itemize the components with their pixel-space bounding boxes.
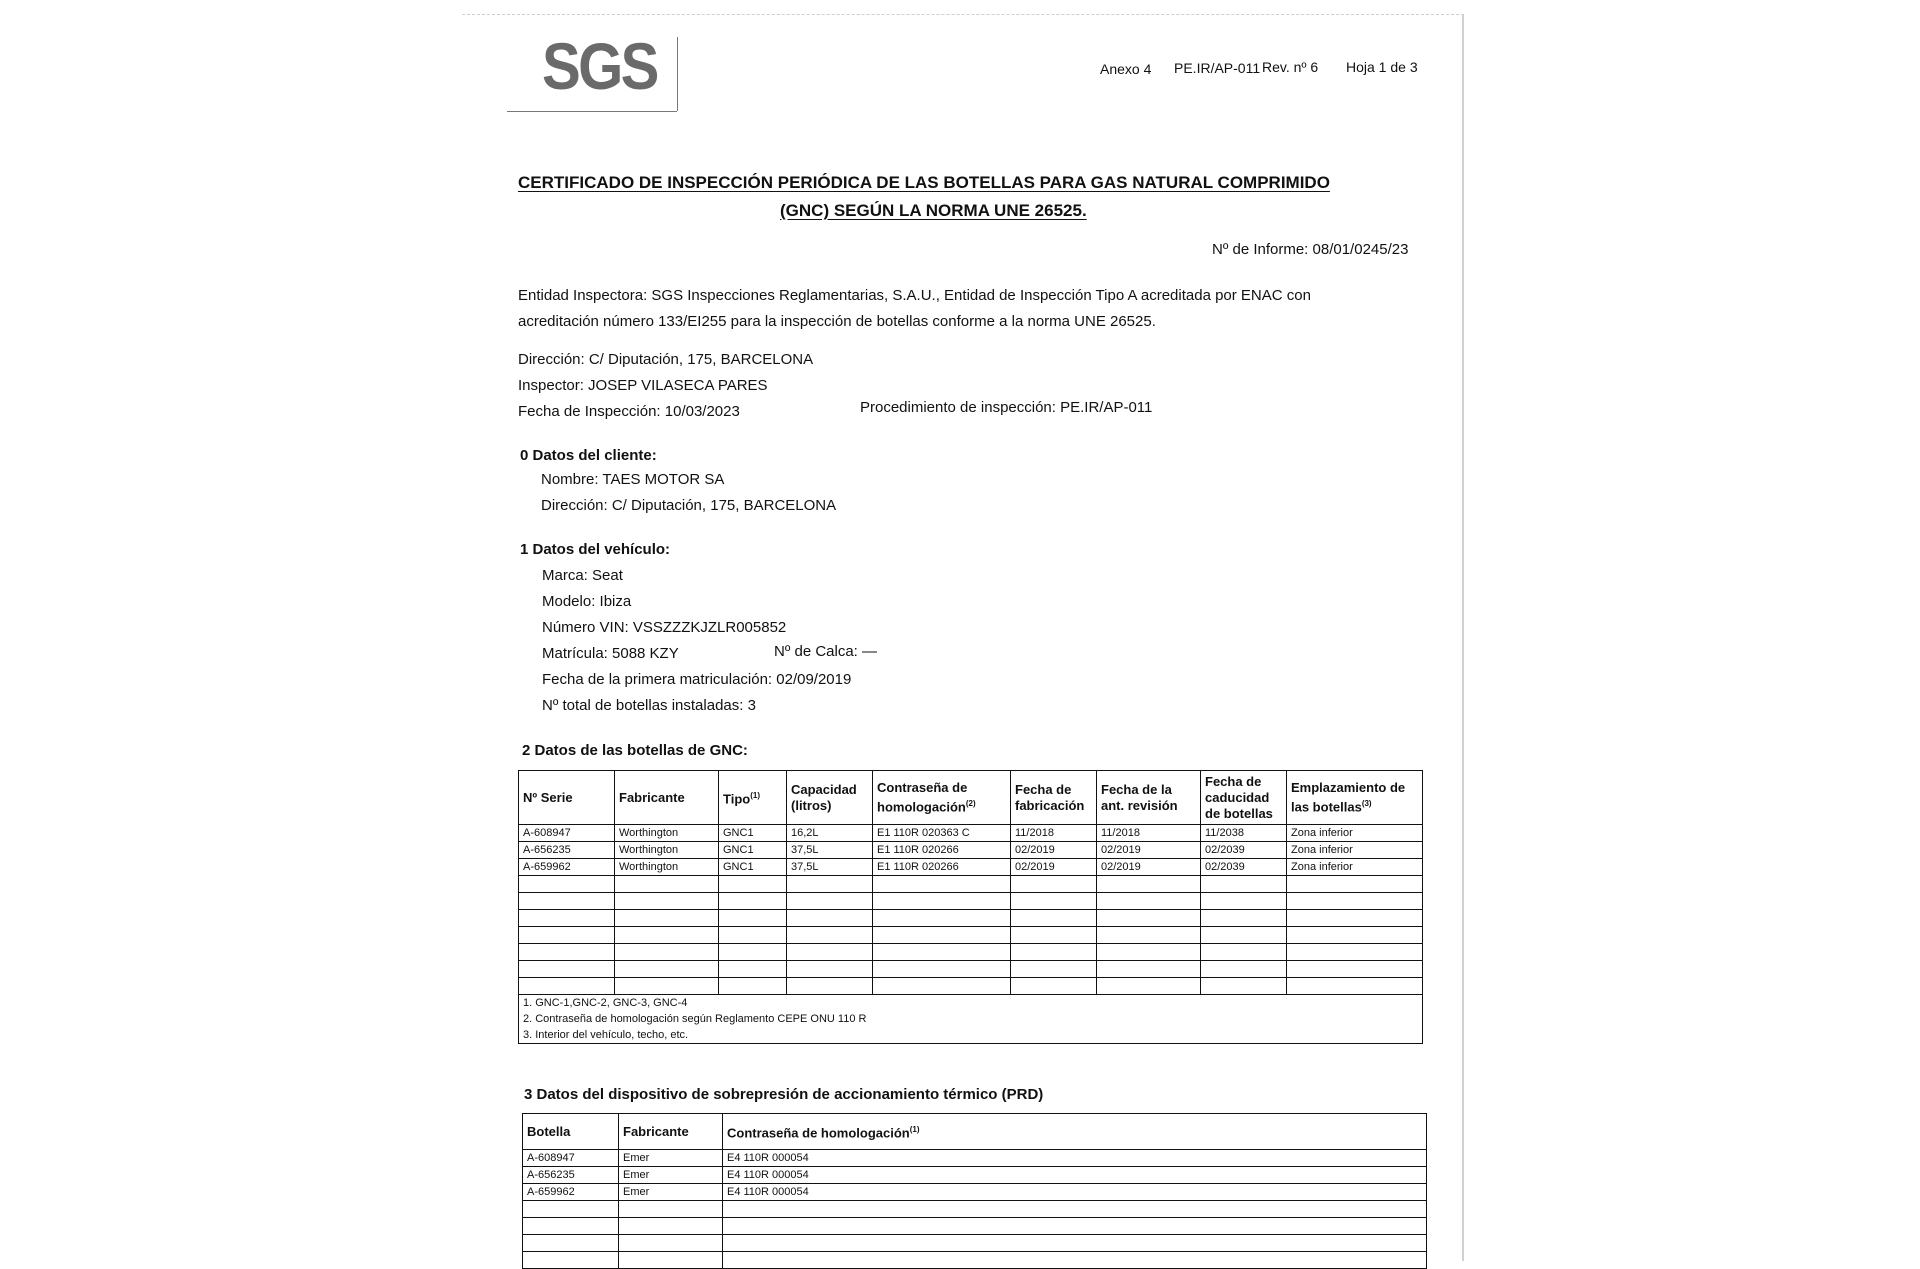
botellas-cell xyxy=(719,944,787,961)
botellas-cell: Zona inferior xyxy=(1287,825,1423,842)
prd-empty-row xyxy=(523,1218,1427,1235)
prd-cell xyxy=(523,1252,619,1269)
direccion: Dirección: C/ Diputación, 175, BARCELONA xyxy=(518,351,814,368)
botellas-cell xyxy=(1287,893,1423,910)
prd-cell: E4 110R 000054 xyxy=(723,1184,1427,1201)
botellas-cell xyxy=(615,927,719,944)
prd-cell xyxy=(619,1252,723,1269)
botellas-cell xyxy=(1011,910,1097,927)
botellas-cell: A-656235 xyxy=(519,842,615,859)
botellas-cell xyxy=(1201,876,1287,893)
col-emplazamiento: Emplazamiento de las botellas$^{(3)}$ xyxy=(1287,771,1423,825)
prd-empty-row xyxy=(523,1235,1427,1252)
botellas-cell xyxy=(787,910,873,927)
col-homologacion: Contraseña de homologación$^{(2)}$ xyxy=(873,771,1011,825)
col-tipo: Tipo$^{(1)}$ xyxy=(719,771,787,825)
botellas-cell xyxy=(519,978,615,995)
botellas-cell xyxy=(615,944,719,961)
botellas-cell xyxy=(1011,927,1097,944)
prd-cell xyxy=(523,1201,619,1218)
entidad-line-2: acreditación número 133/EI255 para la inspección de botellas conforme a la norma UNE 26525. xyxy=(518,313,1156,330)
note-3: 3. Interior del vehículo, techo, etc. xyxy=(523,1029,689,1041)
botellas-empty-row xyxy=(519,978,1423,995)
botellas-cell xyxy=(873,961,1011,978)
title-line-2: (GNC) SEGÚN LA NORMA UNE 26525. xyxy=(780,201,1087,220)
botellas-cell xyxy=(1287,978,1423,995)
botellas-row xyxy=(519,825,1423,842)
botellas-cell: 16,2L xyxy=(787,825,873,842)
botellas-cell: E1 110R 020266 xyxy=(873,859,1011,876)
note-1: 1. GNC-1,GNC-2, GNC-3, GNC-4 xyxy=(523,997,688,1009)
vehiculo-total-botellas: Nº total de botellas instaladas: 3 xyxy=(542,697,756,714)
prd-cell: E4 110R 000054 xyxy=(723,1150,1427,1167)
col-ant-revision: Fecha de la ant. revisión xyxy=(1097,771,1201,825)
botellas-cell xyxy=(1287,910,1423,927)
botellas-cell xyxy=(1201,961,1287,978)
vehiculo-calca: Nº de Calca: — xyxy=(774,643,878,660)
botellas-cell xyxy=(1201,944,1287,961)
botellas-cell xyxy=(719,978,787,995)
botellas-cell: A-608947 xyxy=(519,825,615,842)
prd-cell: A-659962 xyxy=(523,1184,619,1201)
col-fabricante: Fabricante xyxy=(615,771,719,825)
col-serie: Nº Serie xyxy=(519,771,615,825)
botellas-cell: 11/2018 xyxy=(1097,825,1201,842)
botellas-cell xyxy=(873,876,1011,893)
botellas-cell: Worthington xyxy=(615,825,719,842)
botellas-cell xyxy=(873,978,1011,995)
botellas-cell xyxy=(519,893,615,910)
botellas-cell xyxy=(1201,978,1287,995)
botellas-cell: 37,5L xyxy=(787,842,873,859)
botellas-cell xyxy=(787,876,873,893)
botellas-cell xyxy=(1097,944,1201,961)
title-line-1: CERTIFICADO DE INSPECCIÓN PERIÓDICA DE LAS BOTELLAS PARA GAS NATURAL COMPRIMIDO xyxy=(518,173,1330,192)
botellas-cell xyxy=(787,893,873,910)
header-hoja: Hoja 1 de 3 xyxy=(1346,59,1418,75)
botellas-cell xyxy=(519,927,615,944)
col-caducidad: Fecha de caducidad de botellas xyxy=(1201,771,1287,825)
prd-cell xyxy=(619,1235,723,1252)
botellas-cell xyxy=(1201,927,1287,944)
botellas-cell xyxy=(519,876,615,893)
prd-cell xyxy=(619,1201,723,1218)
botellas-cell: 11/2038 xyxy=(1201,825,1287,842)
prd-col-homologacion: Contraseña de homologación$^{(1)}$ xyxy=(723,1114,1427,1150)
botellas-cell xyxy=(787,927,873,944)
botellas-cell xyxy=(873,927,1011,944)
header-anexo: Anexo 4 xyxy=(1100,61,1152,77)
botellas-cell xyxy=(1011,961,1097,978)
botellas-empty-row xyxy=(519,961,1423,978)
prd-cell: A-608947 xyxy=(523,1150,619,1167)
botellas-cell: A-659962 xyxy=(519,859,615,876)
botellas-cell xyxy=(519,944,615,961)
prd-cell xyxy=(723,1218,1427,1235)
prd-row xyxy=(523,1150,1427,1167)
sgs-logo: SGS xyxy=(542,29,657,103)
col-capacidad: Capacidad (litros) xyxy=(787,771,873,825)
prd-header-row xyxy=(523,1114,1427,1150)
botellas-cell xyxy=(615,876,719,893)
botellas-empty-row xyxy=(519,910,1423,927)
note-2: 2. Contraseña de homologación según Reglamento CEPE ONU 110 R xyxy=(523,1013,867,1025)
botellas-cell xyxy=(615,978,719,995)
botellas-cell xyxy=(519,910,615,927)
botellas-cell xyxy=(1097,978,1201,995)
cliente-heading: 0 Datos del cliente: xyxy=(520,447,657,464)
botellas-cell xyxy=(1097,927,1201,944)
vehiculo-marca: Marca: Seat xyxy=(542,567,623,584)
document-page xyxy=(462,14,1464,1261)
botellas-cell xyxy=(719,876,787,893)
botellas-notes-row xyxy=(519,995,1423,1044)
botellas-cell xyxy=(615,961,719,978)
botellas-cell xyxy=(1097,961,1201,978)
prd-row xyxy=(523,1167,1427,1184)
botellas-cell xyxy=(873,944,1011,961)
prd-heading: 3 Datos del dispositivo de sobrepresión de accionamiento térmico (PRD) xyxy=(524,1086,1044,1103)
botellas-cell: Zona inferior xyxy=(1287,842,1423,859)
cliente-nombre: Nombre: TAES MOTOR SA xyxy=(541,471,725,488)
botellas-cell: GNC1 xyxy=(719,825,787,842)
botellas-cell: Zona inferior xyxy=(1287,859,1423,876)
vehiculo-matricula: Matrícula: 5088 KZY xyxy=(542,645,679,662)
entidad-line-1: Entidad Inspectora: SGS Inspecciones Reglamentarias, S.A.U., Entidad de Inspección Tipo A acreditada por ENAC con xyxy=(518,287,1311,304)
botellas-cell xyxy=(1287,876,1423,893)
botellas-cell xyxy=(787,978,873,995)
prd-cell xyxy=(523,1218,619,1235)
botellas-cell: 02/2019 xyxy=(1011,842,1097,859)
procedimiento: Procedimiento de inspección: PE.IR/AP-011 xyxy=(860,399,1153,416)
col-fabricacion: Fecha de fabricación xyxy=(1011,771,1097,825)
prd-empty-row xyxy=(523,1201,1427,1218)
inspector: Inspector: JOSEP VILASECA PARES xyxy=(518,377,768,394)
botellas-header-row xyxy=(519,771,1423,825)
botellas-cell xyxy=(1201,893,1287,910)
botellas-cell xyxy=(1287,961,1423,978)
botellas-cell: Worthington xyxy=(615,859,719,876)
botellas-row xyxy=(519,842,1423,859)
prd-col-botella: Botella xyxy=(523,1114,619,1150)
vehiculo-heading: 1 Datos del vehículo: xyxy=(520,541,671,558)
botellas-empty-row xyxy=(519,927,1423,944)
vehiculo-vin: Número VIN: VSSZZZKJZLR005852 xyxy=(542,619,787,636)
prd-cell: Emer xyxy=(619,1150,723,1167)
botellas-cell xyxy=(719,910,787,927)
logo-underline xyxy=(507,111,677,112)
prd-cell xyxy=(723,1235,1427,1252)
botellas-cell xyxy=(1097,910,1201,927)
botellas-cell xyxy=(873,893,1011,910)
botellas-cell xyxy=(1011,944,1097,961)
prd-cell: E4 110R 000054 xyxy=(723,1167,1427,1184)
vehiculo-modelo: Modelo: Ibiza xyxy=(542,593,632,610)
botellas-cell xyxy=(1097,876,1201,893)
prd-table xyxy=(522,1113,1427,1269)
prd-cell xyxy=(723,1252,1427,1269)
botellas-cell: 02/2019 xyxy=(1011,859,1097,876)
botellas-notes xyxy=(519,995,1423,1044)
botellas-cell: 02/2039 xyxy=(1201,842,1287,859)
prd-cell xyxy=(619,1218,723,1235)
botellas-cell: 02/2039 xyxy=(1201,859,1287,876)
botellas-cell xyxy=(719,961,787,978)
botellas-cell xyxy=(719,893,787,910)
vehiculo-primera-matriculacion: Fecha de la primera matriculación: 02/09/2019 xyxy=(542,671,852,688)
botellas-cell xyxy=(1097,893,1201,910)
prd-row xyxy=(523,1184,1427,1201)
cliente-direccion: Dirección: C/ Diputación, 175, BARCELONA xyxy=(541,497,837,514)
botellas-cell: GNC1 xyxy=(719,842,787,859)
botellas-cell xyxy=(873,910,1011,927)
logo-vertical-line xyxy=(677,37,678,111)
botellas-cell xyxy=(615,893,719,910)
prd-cell: Emer xyxy=(619,1167,723,1184)
header-code: PE.IR/AP-011 xyxy=(1174,60,1261,76)
prd-cell: Emer xyxy=(619,1184,723,1201)
botellas-cell xyxy=(1287,927,1423,944)
botellas-cell: Worthington xyxy=(615,842,719,859)
botellas-cell: E1 110R 020266 xyxy=(873,842,1011,859)
botellas-cell xyxy=(1011,876,1097,893)
botellas-cell xyxy=(615,910,719,927)
prd-cell xyxy=(723,1201,1427,1218)
informe-number: Nº de Informe: 08/01/0245/23 xyxy=(1212,241,1409,258)
prd-cell: A-656235 xyxy=(523,1167,619,1184)
botellas-cell xyxy=(719,927,787,944)
botellas-cell: 37,5L xyxy=(787,859,873,876)
botellas-cell xyxy=(519,961,615,978)
botellas-cell: 02/2019 xyxy=(1097,859,1201,876)
fecha-inspeccion: Fecha de Inspección: 10/03/2023 xyxy=(518,403,740,420)
botellas-cell xyxy=(787,961,873,978)
prd-empty-row xyxy=(523,1252,1427,1269)
botellas-empty-row xyxy=(519,893,1423,910)
botellas-empty-row xyxy=(519,876,1423,893)
botellas-table xyxy=(518,770,1423,1044)
botellas-cell xyxy=(1011,978,1097,995)
botellas-empty-row xyxy=(519,944,1423,961)
botellas-heading: 2 Datos de las botellas de GNC: xyxy=(522,742,748,759)
botellas-cell: 02/2019 xyxy=(1097,842,1201,859)
botellas-cell: E1 110R 020363 C xyxy=(873,825,1011,842)
botellas-cell xyxy=(1201,910,1287,927)
prd-cell xyxy=(523,1235,619,1252)
botellas-cell: GNC1 xyxy=(719,859,787,876)
botellas-cell xyxy=(1287,944,1423,961)
botellas-cell xyxy=(787,944,873,961)
botellas-cell xyxy=(1011,893,1097,910)
header-rev: Rev. nº 6 xyxy=(1262,59,1319,75)
botellas-cell: 11/2018 xyxy=(1011,825,1097,842)
botellas-row xyxy=(519,859,1423,876)
prd-col-fabricante: Fabricante xyxy=(619,1114,723,1150)
